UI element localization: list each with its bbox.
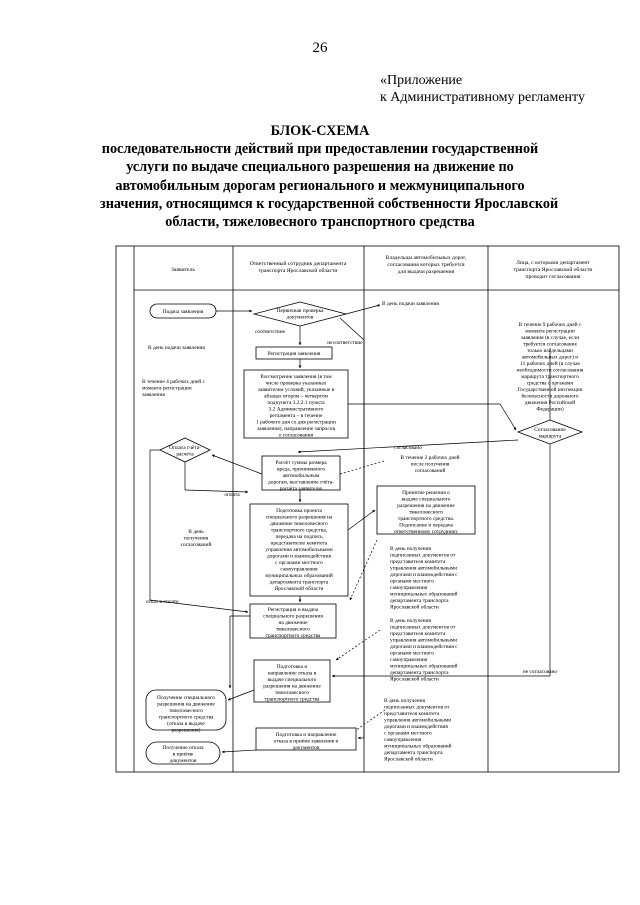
svg-text:заявителем условий, указанные: заявителем условий, указанные в [257, 387, 335, 393]
svg-text:расчёта: расчёта [176, 451, 194, 458]
svg-text:управления автомобильными: управления автомобильными [265, 547, 333, 553]
svg-text:согласований: согласований [414, 468, 446, 474]
svg-text:подписанных документов от: подписанных документов от [390, 624, 456, 631]
label-match: соответствие [255, 329, 285, 335]
label-note-day-docs-2 [390, 618, 458, 683]
svg-text:Согласование: Согласование [534, 427, 566, 433]
svg-text:разрешения на движение: разрешения на движение [263, 683, 321, 690]
svg-text:Регистрация и выдача: Регистрация и выдача [267, 607, 319, 613]
svg-text:дорогами и взаимодействия с: дорогами и взаимодействия с [390, 572, 458, 578]
svg-text:специального разрешения: специального разрешения [263, 613, 323, 620]
svg-text:заявления: заявления [142, 392, 165, 398]
svg-text:о согласовании: о согласовании [278, 432, 314, 439]
label-refuse-on-day: В день подачи заявления [382, 301, 439, 307]
svg-text:В течение 2 рабочих дней: В течение 2 рабочих дней [400, 455, 460, 461]
svg-text:Получение отказа: Получение отказа [162, 745, 204, 751]
label-within-2-days [400, 454, 459, 474]
svg-text:тяжеловесного: тяжеловесного [169, 708, 203, 714]
svg-text:Принятие решения о: Принятие решения о [402, 490, 450, 496]
title-line: последовательности действий при предоставлении государственной [101, 141, 539, 158]
svg-text:самоуправления: самоуправления [280, 566, 318, 573]
svg-text:только владельцами: только владельцами [527, 348, 573, 354]
svg-text:Получение специального: Получение специального [157, 695, 215, 701]
svg-text:согласований: согласований [180, 542, 212, 548]
svg-text:Расчёт суммы размера: Расчёт суммы размера [275, 460, 327, 466]
svg-text:В течение 4 рабочих дней с: В течение 4 рабочих дней с [142, 379, 205, 385]
svg-text:представителя комитета: представителя комитета [390, 631, 446, 637]
svg-text:В день получения: В день получения [390, 618, 432, 624]
svg-text:с органами местного: с органами местного [384, 730, 432, 737]
svg-text:Владельцы автомобильных дорог,: Владельцы автомобильных дорог, [385, 255, 467, 261]
svg-text:движения Российской: движения Российской [524, 400, 576, 406]
svg-text:средства с органами: средства с органами [526, 380, 574, 387]
label-not-agreed: не согласовано [522, 669, 558, 675]
svg-text:согласования которых требуется: согласования которых требуется [387, 262, 465, 268]
svg-text:Оплата счёта-: Оплата счёта- [169, 445, 201, 451]
lane-header-department [250, 260, 347, 274]
svg-text:3.2 Административного: 3.2 Административного [268, 406, 324, 413]
label-review [256, 373, 336, 439]
label-note-day-docs-1 [390, 546, 458, 611]
svg-text:Рассмотрение заявления (в том: Рассмотрение заявления (в том [260, 374, 332, 380]
svg-text:отказа в приёме заявления и: отказа в приёме заявления и [273, 738, 339, 745]
svg-text:Подготовка и направление: Подготовка и направление [275, 732, 337, 738]
svg-text:в приёме: в приёме [172, 751, 194, 758]
label-paid: оплата [224, 492, 240, 498]
svg-text:транспорта Ярославской области: транспорта Ярославской области [513, 267, 593, 273]
svg-text:муниципальных образований: муниципальных образований [390, 591, 458, 598]
title-line: области, тяжеловесного транспортного средства [165, 214, 475, 231]
svg-text:получения: получения [183, 535, 209, 542]
svg-text:автомобильным: автомобильным [282, 473, 320, 479]
svg-text:Ярославской области: Ярославской области [384, 756, 433, 763]
svg-text:департамента транспорта: департамента транспорта [384, 750, 443, 756]
svg-text:Подписание и передача: Подписание и передача [399, 522, 453, 529]
svg-text:11 рабочих дней (в случае: 11 рабочих дней (в случае [520, 361, 580, 367]
lane-header-coordinators [514, 260, 593, 280]
svg-text:требуется согласование: требуется согласование [523, 341, 577, 348]
page-number: 26 [312, 40, 328, 56]
svg-text:В день: В день [188, 529, 204, 535]
svg-text:автомобильных дорог) и: автомобильных дорог) и [521, 354, 579, 361]
svg-text:департамента транспорта: департамента транспорта [390, 598, 449, 604]
svg-text:маршрута: маршрута [538, 433, 562, 440]
svg-text:Федерации): Федерации) [536, 406, 564, 413]
label-within-4-days [142, 378, 205, 398]
label-agreed: согласовано [394, 445, 422, 451]
label-note-day-docs-3 [384, 698, 452, 763]
label-prepare [265, 508, 333, 592]
svg-text:заявления (в случае, если: заявления (в случае, если [520, 335, 580, 341]
title-heading: БЛОК-СХЕМА [270, 123, 370, 139]
svg-text:ответственному сотруднику: ответственному сотруднику [394, 529, 458, 535]
svg-text:управления автомобильными: управления автомобильными [390, 565, 458, 572]
svg-text:на движение: на движение [278, 620, 308, 626]
svg-text:Государственной инспекции: Государственной инспекции [517, 387, 583, 393]
svg-text:муниципальных образований: муниципальных образований [384, 743, 452, 750]
svg-text:самоуправления: самоуправления [390, 657, 428, 663]
label-refusal-pay: отказ в оплате [146, 599, 179, 605]
svg-text:транспортного средства.: транспортного средства. [397, 516, 455, 522]
svg-text:дорогам, выставление счёта-: дорогам, выставление счёта- [268, 479, 334, 486]
svg-text:Заявитель: Заявитель [171, 267, 195, 273]
appendix-line-2: к Административному регламенту [380, 90, 585, 105]
title-line: автомобильным дорогам регионального и межмуниципального [115, 177, 525, 194]
lane-header-road-owners [386, 254, 467, 275]
title-line: значения, относящимся к государственной собственности Ярославской [100, 195, 559, 212]
svg-text:специального разрешения на: специального разрешения на [265, 514, 333, 521]
svg-text:транспортного средства,: транспортного средства, [270, 527, 328, 534]
svg-text:выдаче специального: выдаче специального [401, 496, 451, 503]
svg-text:для выдачи разрешения: для выдачи разрешения [397, 269, 455, 275]
svg-text:передача на подпись: передача на подпись [275, 534, 323, 540]
svg-text:числе проверка указанных: числе проверка указанных [265, 380, 327, 387]
svg-text:представителя комитета: представителя комитета [384, 711, 440, 717]
svg-text:Ярославской области: Ярославской области [390, 604, 439, 611]
svg-text:Ответственный сотрудник департ: Ответственный сотрудник департамента [249, 261, 347, 267]
label-within-9-days [517, 321, 584, 413]
svg-text:абзацах втором – четвертом: абзацах втором – четвертом [264, 393, 328, 400]
svg-text:В течение 9 рабочих дней с: В течение 9 рабочих дней с [518, 322, 582, 328]
svg-text:направление отказа в: направление отказа в [267, 670, 317, 677]
svg-text:дорогами и взаимодействия: дорогами и взаимодействия [267, 553, 331, 560]
label-receipt-day [181, 529, 212, 548]
label-register: Регистрация заявления [267, 351, 321, 357]
svg-text:вреда, причиняемого: вреда, причиняемого [276, 466, 326, 473]
svg-text:тяжеловесного: тяжеловесного [409, 509, 443, 516]
svg-text:муниципальных образований: муниципальных образований [265, 573, 333, 579]
svg-text:Подготовка проекта: Подготовка проекта [276, 508, 322, 514]
label-submit: Подача заявления [162, 309, 204, 315]
svg-text:органами местного: органами местного [390, 650, 434, 657]
svg-text:транспортного средства: транспортного средства [265, 633, 321, 639]
label-refusal-notice [263, 664, 321, 703]
svg-text:транспорта Ярославской области: транспорта Ярославской области [258, 268, 338, 274]
lane-header-applicant [171, 267, 195, 273]
svg-text:разрешения на движение: разрешения на движение [157, 701, 215, 708]
svg-text:В день получения: В день получения [390, 546, 432, 552]
svg-text:(отказа в выдаче: (отказа в выдаче [167, 721, 205, 727]
svg-text:представителя комитета: представителя комитета [390, 559, 446, 565]
svg-text:документов: документов [286, 314, 314, 321]
svg-text:управления автомобильными: управления автомобильными [384, 717, 452, 724]
svg-text:Лица, с которыми департамент: Лица, с которыми департамент [516, 260, 590, 266]
svg-text:1 рабочего дня со дня регистра: 1 рабочего дня со дня регистрации [256, 419, 336, 426]
svg-text:маршрута транспортного: маршрута транспортного [521, 374, 579, 380]
svg-text:Ярославской области: Ярославской области [274, 586, 324, 592]
svg-text:разрешения): разрешения) [171, 727, 201, 734]
svg-text:момента регистрации: момента регистрации [142, 385, 192, 392]
svg-text:муниципальных образований: муниципальных образований [390, 663, 458, 670]
svg-text:транспортного средства: транспортного средства [264, 696, 320, 703]
svg-text:подпункта 3.2.2.1 пункта: подпункта 3.2.2.1 пункта [267, 400, 325, 406]
svg-text:после получения: после получения [410, 461, 450, 468]
svg-text:Подготовка и: Подготовка и [276, 664, 308, 670]
svg-text:Ярославской области: Ярославской области [390, 676, 439, 683]
svg-text:органами местного: органами местного [390, 578, 434, 585]
svg-text:департамента транспорта: департамента транспорта [390, 670, 449, 676]
svg-text:департамента транспорта: департамента транспорта [269, 579, 329, 586]
svg-text:документов: документов [169, 758, 197, 764]
svg-text:самоуправления: самоуправления [384, 737, 422, 743]
svg-text:Первичная проверка: Первичная проверка [276, 308, 324, 314]
svg-text:управления автомобильными: управления автомобильными [390, 637, 458, 644]
svg-text:представителю комитета: представителю комитета [270, 540, 328, 547]
svg-text:подписанных документов от: подписанных документов от [384, 704, 450, 711]
svg-text:самоуправления: самоуправления [390, 585, 428, 591]
label-mismatch: несоответствие [327, 340, 363, 346]
svg-text:регламента – в течение: регламента – в течение [269, 413, 323, 419]
svg-text:с органами местного: с органами местного [275, 560, 323, 566]
svg-text:движение тяжеловесного: движение тяжеловесного [270, 521, 328, 527]
svg-text:безопасности дорожного: безопасности дорожного [521, 393, 579, 400]
svg-text:дорогами и взаимодействия: дорогами и взаимодействия [384, 724, 448, 730]
appendix-line-1: «Приложение [380, 73, 463, 88]
svg-text:тяжеловесного: тяжеловесного [275, 690, 309, 696]
title-line: услуги по выдаче специального разрешения на движение по [126, 159, 514, 176]
svg-text:тяжеловесного: тяжеловесного [276, 626, 310, 633]
svg-text:проводит согласования: проводит согласования [525, 274, 581, 280]
svg-text:разрешения на движение: разрешения на движение [397, 503, 455, 509]
svg-text:необходимости согласования: необходимости согласования [516, 367, 584, 374]
svg-text:В день получения: В день получения [384, 698, 426, 704]
svg-text:момента регистрации: момента регистрации [525, 328, 575, 335]
svg-text:выдаче специального: выдаче специального [267, 677, 317, 683]
svg-text:заявления), направление запрос: заявления), направление запросов [256, 426, 336, 432]
svg-text:дорогами и взаимодействия с: дорогами и взаимодействия с [390, 644, 458, 650]
svg-text:расчёта заявителю: расчёта заявителю [279, 486, 323, 492]
svg-text:подписанных документов от: подписанных документов от [390, 552, 456, 559]
svg-text:документов: документов [292, 745, 320, 751]
label-day-of-submit: В день подачи заявления [148, 345, 205, 351]
svg-text:транспортного средства: транспортного средства [158, 714, 214, 721]
